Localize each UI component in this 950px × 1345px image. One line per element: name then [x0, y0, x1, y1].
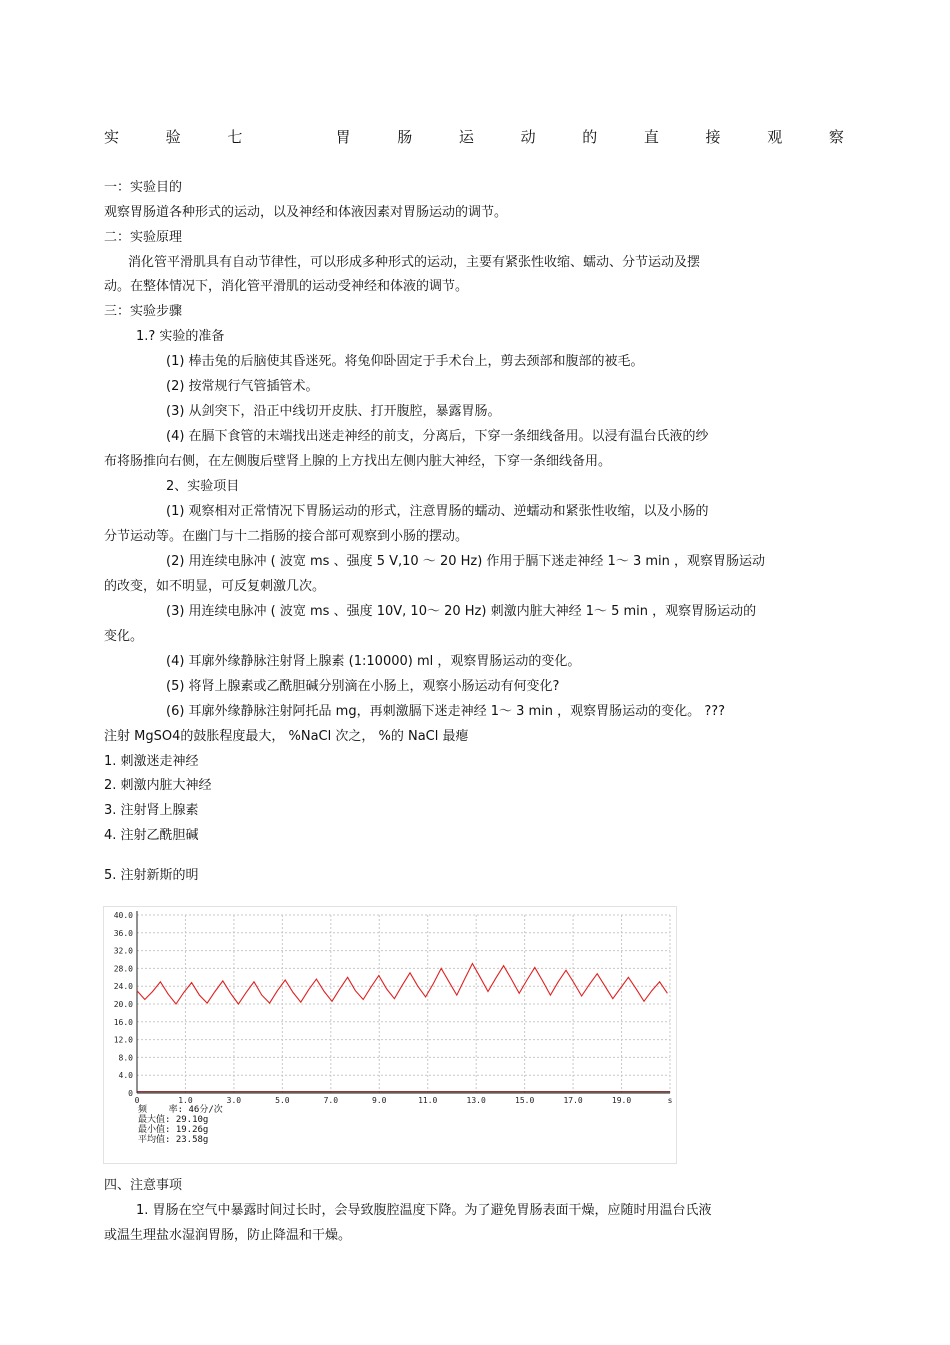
title-char: 观 — [767, 128, 783, 146]
text-line-sec2: 二：实验原理 — [104, 230, 183, 245]
text-line-res: 注射 MgSO4的鼓胀程度最大， %NaCl 次之， %的 NaCl 最瘪 — [104, 729, 469, 744]
chart-stat-value: 19.26g — [175, 1125, 209, 1135]
text-line-e2a: (2) 用连续电脉冲 ( 波宽 ms 、强度 5 V,10 ～ 20 Hz) 作用于膈下迷走神经 1～ 3 min ，观察胃肠运动 — [166, 554, 766, 569]
y-tick-label: 16.0 — [113, 1017, 133, 1027]
text-line-e5: (5) 将肾上腺素或乙酰胆碱分别滴在小肠上，观察小肠运动有何变化? — [166, 679, 560, 694]
title-char: 直 — [643, 128, 659, 146]
text-line-r3: 3. 注射肾上腺素 — [104, 803, 199, 818]
y-tick-label: 8.0 — [118, 1053, 133, 1063]
chart-stat-value: 46分/次 — [188, 1105, 223, 1115]
x-tick-label: 0 — [134, 1096, 140, 1105]
text-line-p4a: (4) 在膈下食管的末端找出迷走神经的前支，分离后，下穿一条细线备用。以浸有温台氏液的纱 — [166, 429, 709, 444]
text-line-r4: 4. 注射乙酰胆碱 — [104, 828, 199, 843]
x-tick-label: s — [667, 1096, 673, 1105]
y-tick-label: 0 — [128, 1089, 133, 1098]
series-line-trace — [137, 964, 667, 1005]
title-char: 七 — [227, 128, 243, 146]
chart-stats — [138, 1105, 223, 1145]
text-line-prin1: 消化管平滑肌具有自动节律性，可以形成多种形式的运动，主要有紧张性收缩、蠕动、分节运动及摆 — [128, 255, 701, 270]
text-line-r2: 2. 刺激内脏大神经 — [104, 778, 212, 793]
title-char: 察 — [828, 128, 844, 146]
text-line-e1a: (1) 观察相对正常情况下胃肠运动的形式，注意胃肠的蠕动、逆蠕动和紧张性收缩，以及小肠的 — [166, 504, 709, 519]
text-line-aim: 观察胃肠道各种形式的运动，以及神经和体液因素对胃肠运动的调节。 — [104, 205, 508, 220]
title-char: 运 — [458, 128, 474, 146]
text-line-items: 2、实验项目 — [166, 479, 240, 494]
chart-stat-row — [138, 1135, 223, 1145]
x-tick-label: 7.0 — [323, 1096, 339, 1105]
x-tick-label: 3.0 — [226, 1096, 242, 1105]
y-tick-label: 40.0 — [113, 911, 133, 920]
y-tick-label: 32.0 — [113, 946, 133, 956]
text-line-e3a: (3) 用连续电脉冲 ( 波宽 ms 、强度 10V, 10～ 20 Hz) 刺激内脏大神经 1～ 5 min ，观察胃肠运动的 — [166, 604, 757, 619]
text-line-e2b: 的改变，如不明显，可反复刺激几次。 — [104, 579, 326, 594]
title-char: 的 — [582, 128, 598, 146]
text-line-p4b: 布将肠推向右侧，在左侧腹后壁肾上腺的上方找出左侧内脏大神经，下穿一条细线备用。 — [104, 454, 612, 469]
motility-chart — [103, 906, 677, 1164]
chart-stat-label: 平均值: — [138, 1135, 171, 1145]
chart-stat-row — [138, 1125, 223, 1135]
y-tick-label: 4.0 — [118, 1071, 133, 1081]
text-line-r5: 5. 注射新斯的明 — [104, 868, 199, 883]
text-line-e4: (4) 耳廓外缘静脉注射肾上腺素 (1:10000) ml ，观察胃肠运动的变化。 — [166, 654, 581, 669]
y-tick-label: 20.0 — [113, 1000, 133, 1009]
chart-stat-value: 23.58g — [175, 1135, 209, 1145]
title-char: 实 — [104, 128, 120, 146]
x-tick-label: 15.0 — [515, 1096, 535, 1105]
title-char: 接 — [705, 128, 721, 146]
title-char: 验 — [165, 128, 181, 146]
x-tick-label: 11.0 — [418, 1096, 438, 1105]
text-line-n1a: 1. 胃肠在空气中暴露时间过长时，会导致腹腔温度下降。为了避免胃肠表面干燥，应随时用温台氏液 — [136, 1203, 712, 1218]
text-line-p3: (3) 从剑突下，沿正中线切开皮肤、打开腹腔，暴露胃肠。 — [166, 404, 501, 419]
y-tick-label: 24.0 — [113, 982, 133, 992]
x-tick-label: 19.0 — [611, 1096, 632, 1105]
chart-stat-row — [138, 1105, 223, 1115]
title-char: 胃 — [335, 128, 351, 146]
text-line-r1: 1. 刺激迷走神经 — [104, 754, 199, 769]
chart-stat-label: 最大值: — [138, 1115, 171, 1125]
text-line-n1b: 或温生理盐水湿润胃肠，防止降温和干燥。 — [104, 1228, 352, 1243]
text-line-sec3: 三：实验步骤 — [104, 304, 183, 319]
y-tick-label: 12.0 — [113, 1035, 133, 1045]
x-tick-label: 17.0 — [563, 1096, 583, 1105]
chart-stat-label: 最小值: — [138, 1125, 171, 1135]
text-line-e6: (6) 耳廓外缘静脉注射阿托品 mg，再刺激膈下迷走神经 1～ 3 min ，观察胃肠运动的变化。 ??? — [166, 704, 726, 719]
text-line-sec4: 四、注意事项 — [104, 1178, 183, 1193]
chart-stat-value: 29.10g — [175, 1115, 209, 1125]
text-line-p2: (2) 按常规行气管插管术。 — [166, 379, 319, 394]
chart-stat-label: 频 率: — [138, 1105, 184, 1115]
y-tick-label: 28.0 — [113, 964, 133, 974]
x-tick-label: 1.0 — [178, 1096, 193, 1105]
text-line-prep: 1.? 实验的准备 — [136, 329, 225, 344]
text-line-prin2: 动。在整体情况下，消化管平滑肌的运动受神经和体液的调节。 — [104, 279, 469, 294]
text-line-e1b: 分节运动等。在幽门与十二指肠的接合部可观察到小肠的摆动。 — [104, 529, 469, 544]
title-char: 肠 — [397, 128, 413, 146]
title-char: 动 — [520, 128, 536, 146]
page-title — [104, 126, 844, 147]
text-line-p1: (1) 棒击兔的后脑使其昏迷死。将兔仰卧固定于手术台上，剪去颈部和腹部的被毛。 — [166, 354, 644, 369]
chart-stat-row — [138, 1115, 223, 1125]
x-tick-label: 9.0 — [372, 1096, 387, 1105]
y-tick-label: 36.0 — [113, 928, 133, 938]
text-line-sec1: 一：实验目的 — [104, 180, 183, 195]
x-tick-label: 13.0 — [466, 1096, 486, 1105]
x-tick-label: 5.0 — [275, 1096, 290, 1105]
text-line-e3b: 变化。 — [104, 629, 144, 644]
